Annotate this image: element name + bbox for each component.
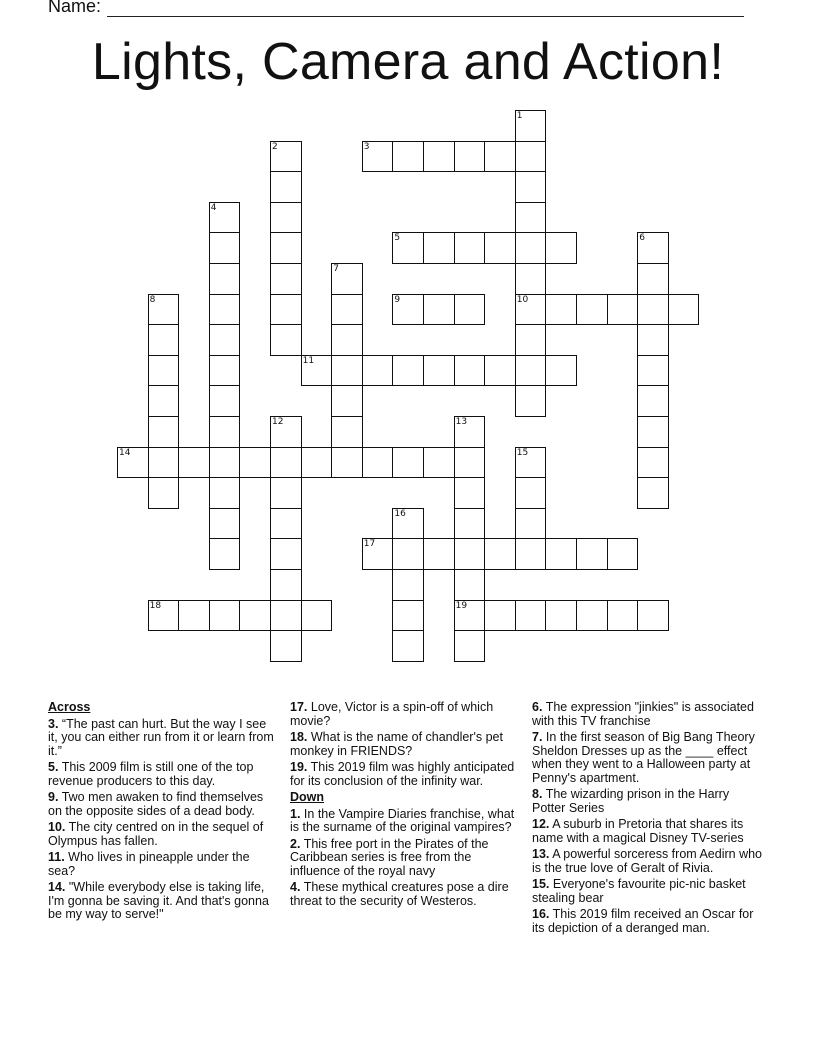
clue-item-number: 8.	[532, 787, 543, 801]
grid-cell[interactable]	[637, 263, 669, 295]
clue-number: 6	[639, 233, 645, 244]
grid-cell[interactable]	[270, 141, 302, 173]
clue-item-text: The expression "jinkies" is associated with this TV franchise	[532, 700, 754, 728]
clue-number: 3	[363, 141, 370, 152]
clue-item-number: 15.	[532, 877, 550, 891]
grid-cell[interactable]	[178, 600, 210, 632]
clue-item	[48, 718, 278, 759]
grid-cell[interactable]	[454, 141, 486, 173]
clue-number: 11	[302, 355, 315, 366]
clue-number: 19	[455, 600, 468, 611]
grid-cell[interactable]	[515, 600, 547, 632]
grid-cell[interactable]	[515, 141, 547, 173]
grid-cell[interactable]	[392, 538, 424, 570]
grid-cell[interactable]	[515, 202, 547, 234]
clue-number: 13	[455, 417, 468, 427]
grid-cell[interactable]	[270, 447, 302, 479]
page-title: Lights, Camera and Action!	[91, 33, 725, 91]
clue-item-text: A powerful sorceress from Aedirn who is the true love of Geralt of Rivia.	[532, 847, 763, 875]
grid-cell[interactable]	[270, 569, 302, 601]
grid-cell[interactable]	[331, 447, 363, 479]
grid-cell[interactable]	[148, 355, 180, 387]
clue-item-number: 14.	[48, 880, 66, 894]
clue-item	[290, 731, 520, 758]
grid-cell[interactable]	[637, 385, 669, 417]
grid-cell[interactable]	[270, 508, 302, 540]
grid-cell[interactable]	[484, 232, 516, 264]
grid-cell[interactable]	[423, 355, 455, 387]
grid-cell[interactable]	[209, 385, 241, 417]
grid-cell[interactable]	[454, 600, 486, 632]
clue-item-text: “The past can hurt. But the way I see it, you can either run from it or learn from it.”	[48, 716, 274, 758]
clue-item-number: 13.	[532, 847, 550, 861]
grid-cell[interactable]	[239, 600, 271, 632]
grid-cell[interactable]	[484, 355, 516, 387]
grid-cell[interactable]	[515, 538, 547, 570]
grid-cell[interactable]	[545, 538, 577, 570]
grid-cell[interactable]	[239, 447, 271, 479]
grid-cell[interactable]	[668, 294, 700, 326]
clue-column-3	[532, 701, 762, 938]
clue-item-text: In the first season of Big Bang Theory Sheldon Dresses up as the ____ effect when they went to a Halloween party at Penny's apartment.	[532, 730, 755, 785]
clue-item-number: 12.	[532, 817, 550, 831]
clue-item	[48, 791, 278, 818]
clue-item-text: The wizarding prison in the Harry Potter Series	[532, 787, 730, 815]
grid-cell[interactable]	[301, 600, 333, 632]
clue-number: 16	[394, 508, 406, 519]
clue-item-text: Two men awaken to find themselves on the opposite sides of a dead body.	[48, 790, 264, 818]
clue-number: 15	[516, 447, 529, 458]
grid-cell[interactable]	[362, 538, 394, 570]
grid-cell[interactable]	[454, 569, 486, 601]
grid-cell[interactable]	[454, 355, 486, 387]
grid-cell[interactable]	[362, 447, 394, 479]
clue-item-number: 7.	[532, 730, 543, 744]
clue-column-2	[290, 701, 520, 911]
grid-cell[interactable]	[209, 538, 241, 570]
grid-cell[interactable]	[515, 110, 547, 142]
grid-cell[interactable]	[637, 447, 669, 479]
clue-number: 5	[394, 233, 401, 244]
grid-cell[interactable]	[209, 416, 241, 448]
grid-cell[interactable]	[209, 600, 241, 632]
clue-item	[532, 731, 762, 785]
grid-cell[interactable]	[209, 263, 241, 295]
grid-cell[interactable]	[178, 447, 210, 479]
clue-item	[290, 701, 520, 728]
clue-item-number: 16.	[532, 907, 550, 921]
grid-cell[interactable]	[392, 447, 424, 479]
grid-cell[interactable]	[270, 171, 302, 203]
across-heading: Across	[48, 700, 91, 714]
grid-cell[interactable]	[454, 232, 486, 264]
grid-cell[interactable]	[545, 600, 577, 632]
grid-cell[interactable]	[270, 263, 302, 295]
grid-cell[interactable]	[270, 232, 302, 264]
grid-cell[interactable]	[148, 447, 180, 479]
grid-cell[interactable]	[637, 294, 669, 326]
clue-item-number: 11.	[48, 850, 65, 864]
grid-cell[interactable]	[331, 263, 363, 295]
clue-item	[290, 808, 520, 835]
grid-cell[interactable]	[515, 324, 547, 356]
grid-cell[interactable]	[209, 355, 241, 387]
grid-cell[interactable]	[515, 355, 547, 387]
clue-item-number: 18.	[290, 730, 308, 744]
clue-number: 14	[119, 447, 131, 458]
clue-item	[48, 881, 278, 922]
grid-cell[interactable]	[209, 232, 241, 264]
clue-item-number: 1.	[290, 806, 301, 821]
grid-cell[interactable]	[148, 294, 180, 326]
grid-cell[interactable]	[515, 171, 547, 203]
grid-cell[interactable]	[331, 355, 363, 387]
clue-item	[48, 851, 278, 878]
grid-cell[interactable]	[454, 538, 486, 570]
grid-cell[interactable]	[392, 294, 424, 326]
grid-cell[interactable]	[362, 355, 394, 387]
grid-cell[interactable]	[423, 141, 455, 173]
grid-cell[interactable]	[454, 416, 486, 448]
clue-number: 7	[333, 264, 339, 274]
down-heading: Down	[290, 790, 325, 804]
clue-item	[48, 761, 278, 788]
clue-item-number: 4.	[290, 880, 301, 894]
clue-item-text: "While everybody else is taking life, I'm gonna be saving it. And that's gonna be my way to serve!"	[48, 880, 269, 921]
clue-item-text: This 2019 film was highly anticipated for its conclusion of the infinity war.	[290, 760, 515, 788]
grid-cell[interactable]	[209, 447, 241, 479]
grid-cell[interactable]	[209, 477, 241, 509]
grid-cell[interactable]	[301, 355, 333, 387]
grid-cell[interactable]	[515, 477, 547, 509]
clue-item	[532, 908, 762, 935]
grid-cell[interactable]	[484, 538, 516, 570]
grid-cell[interactable]	[545, 355, 577, 387]
grid-cell[interactable]	[637, 477, 669, 509]
clue-item-text: What is the name of chandler's pet monkey in FRIENDS?	[290, 730, 503, 758]
grid-cell[interactable]	[148, 324, 180, 356]
grid-cell[interactable]	[454, 447, 486, 479]
grid-cell[interactable]	[576, 600, 608, 632]
grid-cell[interactable]	[270, 600, 302, 632]
grid-cell[interactable]	[637, 232, 669, 264]
grid-cell[interactable]	[148, 600, 180, 632]
clue-number: 4	[210, 202, 217, 213]
grid-cell[interactable]	[331, 324, 363, 356]
grid-cell[interactable]	[270, 416, 302, 448]
clue-item-text: This free port in the Pirates of the Caribbean series is free from the influence of the royal navy	[290, 836, 489, 878]
clue-item-number: 19.	[290, 760, 308, 774]
grid-cell[interactable]	[270, 202, 302, 234]
clue-item-text: This 2009 film is still one of the top revenue producers to this day.	[48, 760, 254, 788]
clue-number: 10	[516, 294, 529, 305]
grid-cell[interactable]	[576, 294, 608, 326]
clue-number: 18	[149, 600, 162, 611]
clue-item-number: 3.	[48, 716, 59, 731]
clue-number: 17	[363, 539, 376, 550]
grid-cell[interactable]	[515, 385, 547, 417]
grid-cell[interactable]	[301, 447, 333, 479]
grid-cell[interactable]	[331, 385, 363, 417]
grid-cell[interactable]	[270, 324, 302, 356]
grid-cell[interactable]	[484, 600, 516, 632]
grid-cell[interactable]	[392, 355, 424, 387]
grid-cell[interactable]	[209, 508, 241, 540]
grid-cell[interactable]	[392, 569, 424, 601]
grid-cell[interactable]	[392, 232, 424, 264]
grid-cell[interactable]	[545, 294, 577, 326]
grid-cell[interactable]	[515, 232, 547, 264]
grid-cell[interactable]	[423, 447, 455, 479]
clue-item	[532, 878, 762, 905]
grid-cell[interactable]	[576, 538, 608, 570]
grid-cell[interactable]	[637, 416, 669, 448]
clue-number: 9	[394, 294, 401, 305]
name-label: Name:	[48, 0, 102, 16]
grid-cell[interactable]	[484, 141, 516, 173]
clue-number: 12	[272, 417, 284, 427]
clue-item	[532, 848, 762, 875]
grid-cell[interactable]	[148, 416, 180, 448]
grid-cell[interactable]	[209, 202, 241, 234]
grid-cell[interactable]	[117, 447, 149, 479]
grid-cell[interactable]	[607, 294, 639, 326]
grid-cell[interactable]	[607, 538, 639, 570]
clue-item-text: A suburb in Pretoria that shares its name with a magical Disney TV-series	[532, 817, 744, 845]
grid-cell[interactable]	[637, 355, 669, 387]
grid-cell[interactable]	[148, 385, 180, 417]
grid-cell[interactable]	[607, 600, 639, 632]
grid-cell[interactable]	[454, 630, 486, 662]
grid-cell[interactable]	[209, 324, 241, 356]
grid-cell[interactable]	[515, 294, 547, 326]
clue-number: 1	[516, 111, 523, 121]
clue-item-text: Love, Victor is a spin-off of which movie?	[290, 700, 494, 728]
clue-item	[290, 761, 520, 788]
clue-item-number: 9.	[48, 790, 59, 804]
clue-item-number: 5.	[48, 760, 59, 774]
grid-cell[interactable]	[392, 600, 424, 632]
grid-cell[interactable]	[454, 294, 486, 326]
clue-item-text: These mythical creatures pose a dire threat to the security of Westeros.	[290, 880, 509, 908]
clue-item-number: 6.	[532, 700, 543, 714]
grid-cell[interactable]	[454, 508, 486, 540]
clue-item	[48, 821, 278, 848]
clue-item-text: Who lives in pineapple under the sea?	[48, 850, 250, 878]
grid-cell[interactable]	[270, 538, 302, 570]
clue-item-text: The city centred on in the sequel of Olympus has fallen.	[48, 820, 264, 848]
grid-cell[interactable]	[423, 538, 455, 570]
clue-item	[290, 838, 520, 879]
clue-column-1	[48, 701, 278, 925]
grid-cell[interactable]	[209, 294, 241, 326]
clue-item	[290, 881, 520, 908]
grid-cell[interactable]	[423, 232, 455, 264]
clue-item-text: Everyone's favourite pic-nic basket stealing bear	[532, 877, 746, 905]
clue-item-number: 10.	[48, 820, 66, 834]
clue-item-number: 17.	[290, 700, 308, 714]
grid-cell[interactable]	[454, 477, 486, 509]
grid-cell[interactable]	[392, 141, 424, 173]
clue-number: 2	[272, 141, 278, 152]
grid-cell[interactable]	[637, 324, 669, 356]
grid-cell[interactable]	[270, 477, 302, 509]
clue-item-text: This 2019 film received an Oscar for its depiction of a deranged man.	[532, 907, 754, 935]
grid-cell[interactable]	[362, 141, 394, 173]
grid-cell[interactable]	[515, 447, 547, 479]
grid-cell[interactable]	[637, 600, 669, 632]
clue-item	[532, 701, 762, 728]
clue-item-text: In the Vampire Diaries franchise, what is the surname of the original vampires?	[290, 806, 515, 834]
grid-cell[interactable]	[423, 294, 455, 326]
grid-cell[interactable]	[545, 232, 577, 264]
clue-item-number: 2.	[290, 836, 301, 851]
clue-item	[532, 788, 762, 815]
grid-cell[interactable]	[270, 294, 302, 326]
clue-item	[532, 818, 762, 845]
grid-cell[interactable]	[392, 630, 424, 662]
grid-cell[interactable]	[331, 416, 363, 448]
grid-cell[interactable]	[515, 508, 547, 540]
grid-cell[interactable]	[392, 508, 424, 540]
grid-cell[interactable]	[515, 263, 547, 295]
clue-number: 8	[149, 294, 156, 305]
grid-cell[interactable]	[148, 477, 180, 509]
grid-cell[interactable]	[331, 294, 363, 326]
grid-cell[interactable]	[270, 630, 302, 662]
